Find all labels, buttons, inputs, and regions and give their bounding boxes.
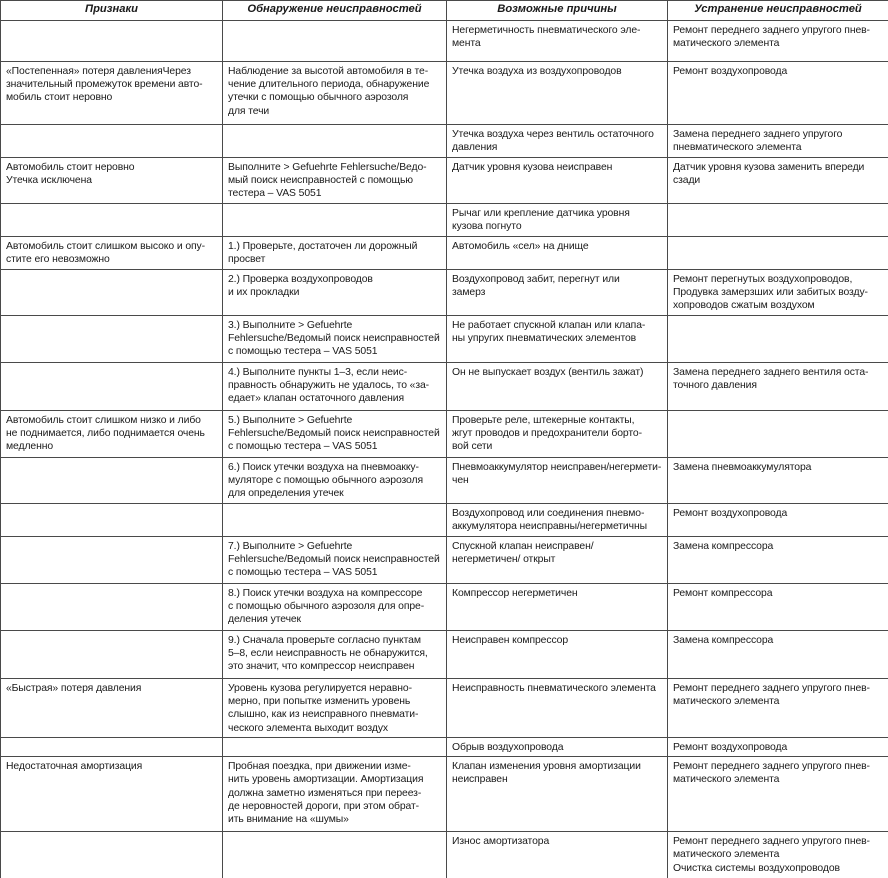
table-row: [1, 738, 888, 757]
table-row: [1, 158, 888, 204]
table-row: [1, 537, 888, 584]
table-row: [1, 679, 888, 738]
header-causes: Возможные причины: [447, 1, 668, 21]
cell-detection: 4.) Выполните пункты 1–3, если неис- правность обнаружить не удалось, то «за- едает» клапан остаточного давления: [223, 363, 447, 411]
table-row: [1, 757, 888, 832]
cell-signs: [1, 537, 223, 584]
cell-signs: [1, 738, 223, 757]
cell-fix: Ремонт переднего заднего упругого пнев- матического элемента: [668, 21, 888, 62]
cell-signs: [1, 363, 223, 411]
cell-fix: Замена компрессора: [668, 537, 888, 584]
cell-detection: [223, 21, 447, 62]
table-row: [1, 363, 888, 411]
header-signs: Признаки: [1, 1, 223, 21]
cell-detection: 3.) Выполните > Gefuehrte Fehlersuche/Ведомый поиск неисправностей с помощью тестера – VAS 5051: [223, 316, 447, 363]
cell-detection: 9.) Сначала проверьте согласно пунктам 5–8, если неисправность не обнаружится, это значит, что компрессор неисправен: [223, 631, 447, 679]
table-row: [1, 504, 888, 537]
cell-signs: Автомобиль стоит слишком низко и либо не поднимается, либо поднимается очень медленно: [1, 411, 223, 458]
cell-detection: Выполните > Gefuehrte Fehlersuche/Ведо- мый поиск неисправностей с помощью тестера – VAS 5051: [223, 158, 447, 204]
cell-causes: Обрыв воздухопровода: [447, 738, 668, 757]
table-row: [1, 237, 888, 270]
cell-detection: 6.) Поиск утечки воздуха на пневмоакку- муляторе с помощью обычного аэрозоля для определения утечек: [223, 458, 447, 504]
cell-causes: Автомобиль «сел» на днище: [447, 237, 668, 270]
cell-signs: «Быстрая» потеря давления: [1, 679, 223, 738]
cell-detection: Уровень кузова регулируется неравно- мерно, при попытке изменить уровень слышно, как из неисправного пневмати- ческого элемента выходит воздух: [223, 679, 447, 738]
cell-fix: [668, 237, 888, 270]
cell-fix: Замена пневмоаккумулятора: [668, 458, 888, 504]
cell-signs: [1, 584, 223, 631]
cell-fix: Ремонт переднего заднего упругого пнев- матического элемента Очистка системы воздухопроводов: [668, 832, 888, 878]
cell-signs: [1, 631, 223, 679]
cell-signs: [1, 458, 223, 504]
cell-detection: [223, 738, 447, 757]
table-row: [1, 411, 888, 458]
cell-signs: [1, 204, 223, 237]
cell-signs: Автомобиль стоит слишком высоко и опу- стите его невозможно: [1, 237, 223, 270]
cell-causes: Рычаг или крепление датчика уровня кузова погнуто: [447, 204, 668, 237]
table-row: [1, 584, 888, 631]
cell-causes: Спускной клапан неисправен/ негерметичен/ открыт: [447, 537, 668, 584]
cell-causes: Клапан изменения уровня амортизации неисправен: [447, 757, 668, 832]
cell-fix: [668, 204, 888, 237]
table-row: [1, 204, 888, 237]
cell-signs: [1, 270, 223, 316]
cell-detection: Наблюдение за высотой автомобиля в те- чение длительного периода, обнаружение утечки с помощью обычного аэрозоля для течи: [223, 62, 447, 125]
cell-signs: [1, 21, 223, 62]
cell-causes: Компрессор негерметичен: [447, 584, 668, 631]
cell-signs: [1, 125, 223, 158]
table-row: [1, 458, 888, 504]
cell-signs: [1, 316, 223, 363]
cell-detection: [223, 125, 447, 158]
header-fix: Устранение неисправностей: [668, 1, 888, 21]
cell-causes: Не работает спускной клапан или клапа- ны упругих пневматических элементов: [447, 316, 668, 363]
cell-causes: Утечка воздуха через вентиль остаточного давления: [447, 125, 668, 158]
cell-signs: [1, 832, 223, 878]
cell-fix: Ремонт переднего заднего упругого пнев- матического элемента: [668, 757, 888, 832]
cell-detection: [223, 204, 447, 237]
cell-causes: Датчик уровня кузова неисправен: [447, 158, 668, 204]
header-row: [1, 1, 888, 21]
table-row: [1, 21, 888, 62]
cell-causes: Утечка воздуха из воздухопроводов: [447, 62, 668, 125]
table-row: [1, 832, 888, 878]
cell-detection: 8.) Поиск утечки воздуха на компрессоре с помощью обычного аэрозоля для опре- деления утечек: [223, 584, 447, 631]
cell-fix: Ремонт воздухопровода: [668, 738, 888, 757]
cell-detection: [223, 504, 447, 537]
cell-fix: Замена переднего заднего упругого пневматического элемента: [668, 125, 888, 158]
cell-causes: Неисправность пневматического элемента: [447, 679, 668, 738]
table-row: [1, 631, 888, 679]
cell-signs: Автомобиль стоит неровно Утечка исключена: [1, 158, 223, 204]
cell-detection: Пробная поездка, при движении изме- нить уровень амортизации. Амортизация должна заметно изменяться при переез- де неровностей дороги, при этом обрат- ить внимание на «шумы»: [223, 757, 447, 832]
cell-detection: 7.) Выполните > Gefuehrte Fehlersuche/Ведомый поиск неисправностей с помощью тестера – VAS 5051: [223, 537, 447, 584]
cell-fix: Ремонт компрессора: [668, 584, 888, 631]
cell-causes: Воздухопровод или соединения пневмо- аккумулятора неисправны/негерметичны: [447, 504, 668, 537]
cell-detection: [223, 832, 447, 878]
cell-causes: Пневмоаккумулятор неисправен/негермети- чен: [447, 458, 668, 504]
cell-fix: Ремонт воздухопровода: [668, 504, 888, 537]
cell-fix: [668, 316, 888, 363]
cell-causes: Воздухопровод забит, перегнут или замерз: [447, 270, 668, 316]
cell-causes: Он не выпускает воздух (вентиль зажат): [447, 363, 668, 411]
cell-causes: Негерметичность пневматического эле- мента: [447, 21, 668, 62]
table-row: [1, 62, 888, 125]
cell-fix: Датчик уровня кузова заменить впереди сзади: [668, 158, 888, 204]
cell-causes: Износ амортизатора: [447, 832, 668, 878]
cell-detection: 5.) Выполните > Gefuehrte Fehlersuche/Ведомый поиск неисправностей с помощью тестера – VAS 5051: [223, 411, 447, 458]
cell-fix: Замена переднего заднего вентиля оста- точного давления: [668, 363, 888, 411]
table-row: [1, 125, 888, 158]
cell-fix: Ремонт переднего заднего упругого пнев- матического элемента: [668, 679, 888, 738]
cell-causes: Проверьте реле, штекерные контакты, жгут проводов и предохранители борто- вой сети: [447, 411, 668, 458]
table-row: [1, 316, 888, 363]
cell-signs: [1, 504, 223, 537]
cell-fix: Ремонт перегнутых воздухопроводов, Продувка замерзших или забитых возду- хопроводов сжатым воздухом: [668, 270, 888, 316]
cell-fix: Замена компрессора: [668, 631, 888, 679]
table-row: [1, 270, 888, 316]
cell-signs: Недостаточная амортизация: [1, 757, 223, 832]
header-detection: Обнаружение неисправностей: [223, 1, 447, 21]
cell-detection: 2.) Проверка воздухопроводов и их прокладки: [223, 270, 447, 316]
cell-detection: 1.) Проверьте, достаточен ли дорожный просвет: [223, 237, 447, 270]
cell-fix: Ремонт воздухопровода: [668, 62, 888, 125]
cell-fix: [668, 411, 888, 458]
cell-signs: «Постепенная» потеря давленияЧерез значительный промежуток времени авто- мобиль стоит неровно: [1, 62, 223, 125]
cell-causes: Неисправен компрессор: [447, 631, 668, 679]
